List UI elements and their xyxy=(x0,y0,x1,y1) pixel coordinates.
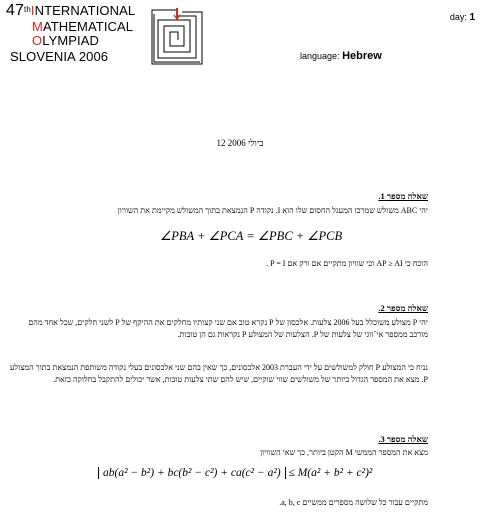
day-label: day: xyxy=(449,12,467,22)
logo-line-4: SLOVENIA 2006 xyxy=(10,49,109,64)
problem-3-condition: מתקיים עבור כל שלושה מספרים ממשיים a, b, c. xyxy=(279,498,428,507)
logo-superscript: th xyxy=(24,5,31,14)
language-indicator xyxy=(300,50,382,62)
problem-3-text: מצא את המספר הממשי M הקטן ביותר, כך שאי השוויון xyxy=(260,448,428,457)
problem-3-title: שאלה מספר 3. xyxy=(378,434,428,444)
language-value: Hebrew xyxy=(342,50,382,62)
day-indicator xyxy=(450,12,475,23)
logo-word-international: NTERNATIONAL xyxy=(34,3,136,18)
problem-3-formula-abs: ab(a² − b²) + bc(b² − c²) + ca(c² − a²) xyxy=(98,467,286,479)
logo-line-3 xyxy=(32,34,99,47)
logo-line-2 xyxy=(32,20,133,33)
problem-1-conclusion: הוכח כי AP ≥ AI וכי שוויון מתקיים אם ורק אם P = I . xyxy=(266,259,428,268)
problem-1-text: יהי ABC משולש שמרכז המעגל החסום שלו הוא I. נקודה P הנמצאת בתוך המשולש מקיימת את השוויון xyxy=(117,206,428,215)
language-label: language: xyxy=(300,51,340,61)
spiral-maze-logo-icon xyxy=(146,6,208,68)
problem-1-title: שאלה מספר 1. xyxy=(378,191,428,201)
problem-2-paragraph-2: נניח כי המצולע P חולק למשולשים על ידי העברת 2003 אלכסונים, כך שאין בהם שני אלכסונים בעלי נקודה משותפת הנמצאת בתוך המצולע P. מצא את המספר הגדול ביותר של משולשים שווי שוקיים, שיש להם שתי צלעות טובות, אשר יכולים להתקבל בחלוקה כזאת. xyxy=(9,363,428,384)
exam-date: 12 ביולי 2006 xyxy=(216,138,264,148)
day-value: 1 xyxy=(469,12,475,23)
logo-word-olympiad: LYMPIAD xyxy=(42,33,100,48)
logo-initial-m: M xyxy=(32,19,43,34)
problem-2-title: שאלה מספר 2. xyxy=(378,303,428,313)
problem-3-formula xyxy=(98,467,372,479)
logo-number: 47 xyxy=(6,2,24,19)
problem-3-formula-bound: ≤ M(a² + b² + c²)² xyxy=(288,467,373,479)
logo-initial-o: O xyxy=(32,33,43,48)
logo-line-1 xyxy=(6,4,135,17)
problem-2-paragraph-1: יהי P מצולע משוכלל בעל 2006 צלעות. אלכסון של P נקרא טוב אם שני קצותיו מחלקים את ההיקף של P לשני חלקים, שכל אחד מהם מורכב ממספר אי־זוגי של צלעות של P. הצלעות של המצולע P נקראות גם הן טובות. xyxy=(28,318,428,339)
problem-1-formula: ∠PBA + ∠PCA = ∠PBC + ∠PCB xyxy=(160,229,343,243)
logo-word-mathematical: ATHEMATICAL xyxy=(42,19,134,34)
logo-initial-i: I xyxy=(30,3,35,18)
